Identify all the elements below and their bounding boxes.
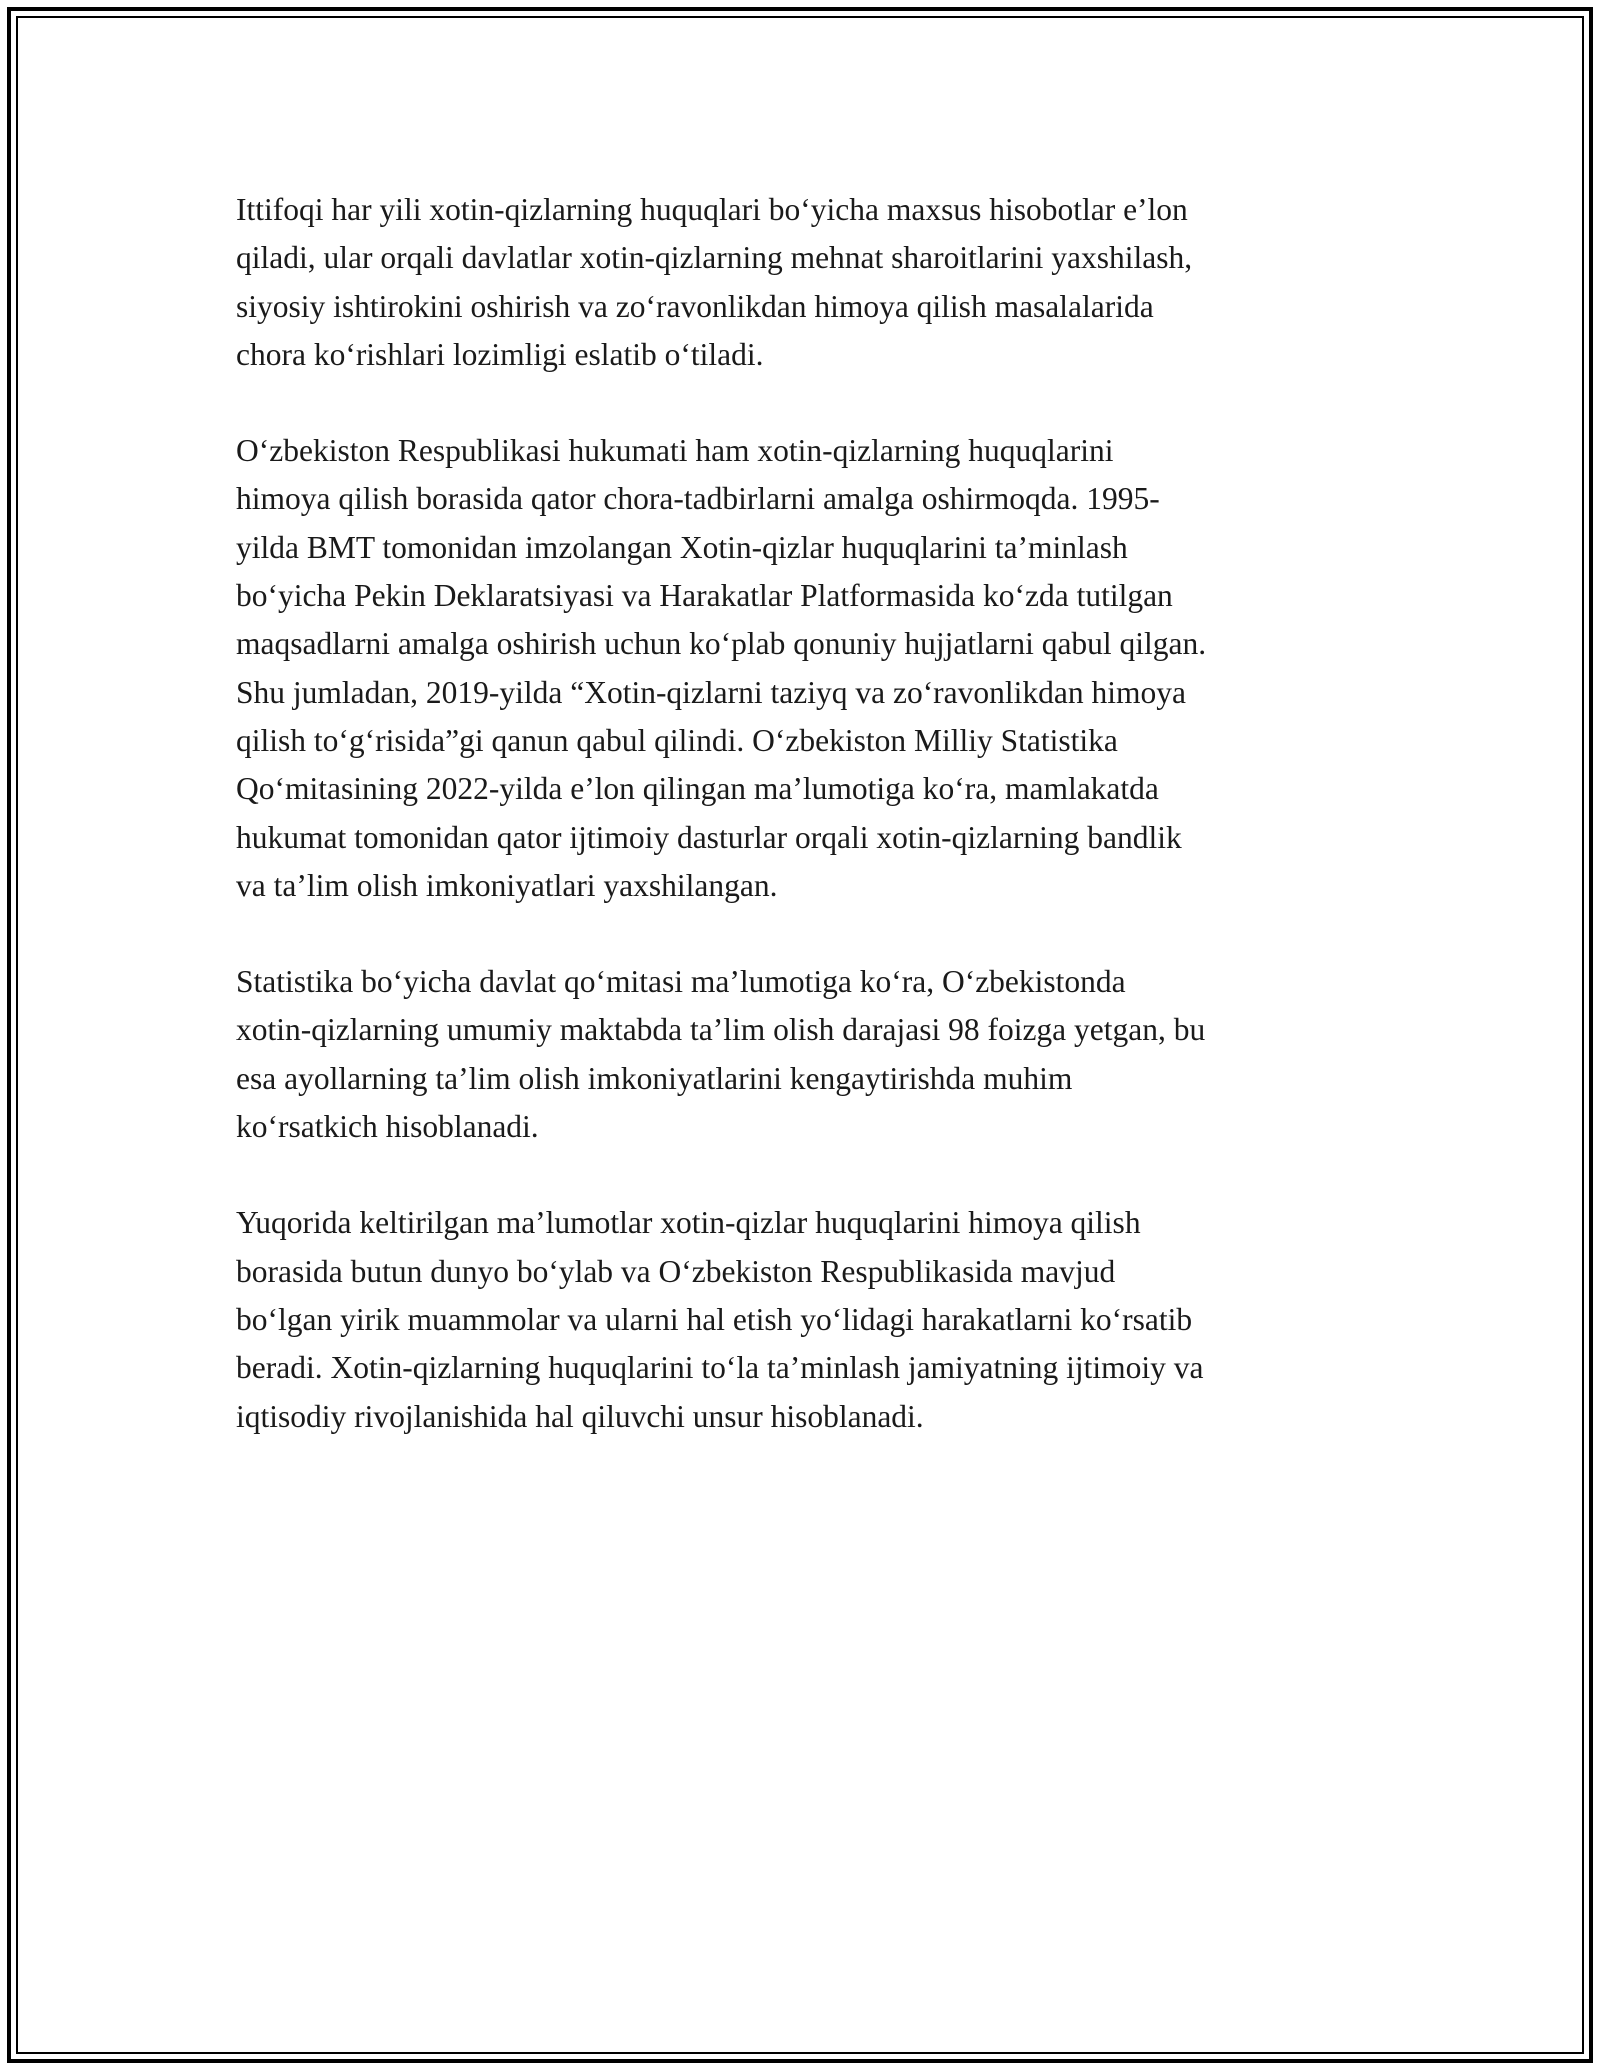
paragraph-4: Yuqorida keltirilgan ma’lumotlar xotin-qizlar huquqlarini himoya qilish borasida butun dunyo bo‘ylab va O‘zbekiston Respublikasida mavjud bo‘lgan yirik muammolar va ularni hal etish yo‘lidagi harakatlarni ko‘rsatib beradi. Xotin-qizlarning huquqlarini to‘la ta’minlash jamiyatning ijtimoiy va iqtisodiy rivojlanishida hal qiluvchi unsur hisoblanadi.: [236, 1205, 1204, 1434]
paragraph-2: O‘zbekiston Respublikasi hukumati ham xotin-qizlarning huquqlarini himoya qilish borasida qator chora-tadbirlarni amalga oshirmoqda. 1995- yilda BMT tomonidan imzolangan Xotin-qizlar huquqlarini ta’minlash bo‘yicha Pekin Deklaratsiyasi va Harakatlar Platformasida ko‘zda tutilgan maqsadlarni amalga oshirish uchun ko‘plab qonuniy hujjatlarni qabul qilgan. Shu jumladan, 2019-yilda “Xotin-qizlarni taziyq va zo‘ravonlikdan himoya qilish to‘g‘risida”gi qanun qabul qilindi. O‘zbekiston Milliy Statistika Qo‘mitasining 2022-yilda e’lon qilingan ma’lumotiga ko‘ra, mamlakatda hukumat tomonidan qator ijtimoiy dasturlar orqali xotin-qizlarning bandlik va ta’lim olish imkoniyatlari yaxshilangan.: [236, 433, 1207, 903]
paragraph-1: Ittifoqi har yili xotin-qizlarning huquqlari bo‘yicha maxsus hisobotlar e’lon qiladi, ular orqali davlatlar xotin-qizlarning mehnat sharoitlarini yaxshilash, siyosiy ishtirokini oshirish va zo‘ravonlikdan himoya qilish masalalarida chora ko‘rishlari lozimligi eslatib o‘tiladi.: [236, 192, 1193, 372]
document-body: [236, 186, 1376, 1489]
paragraph-3: Statistika bo‘yicha davlat qo‘mitasi ma’lumotiga ko‘ra, O‘zbekistonda xotin-qizlarning umumiy maktabda ta’lim olish darajasi 98 foizga yetgan, bu esa ayollarning ta’lim olish imkoniyatlarini kengaytirishda muhim ko‘rsatkich hisoblanadi.: [236, 964, 1206, 1145]
